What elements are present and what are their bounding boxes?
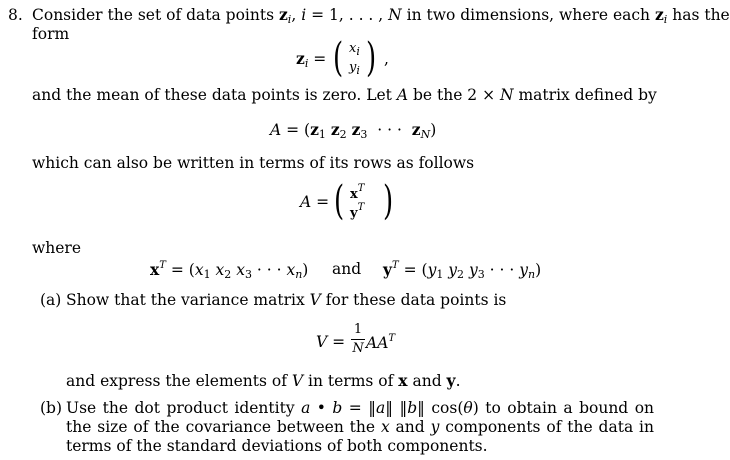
intro-line-1: Consider the set of data points $z_i$, i = 1, . . . , N in two dimensions, where each $z_i$ has the	[32, 5, 730, 26]
part-a-followup: and express the elements of V in terms of x and y.	[66, 371, 461, 390]
equation-xt: $x^T = (x_1$ $x_2$ $x_3$ · · · $x_n$)	[150, 260, 309, 281]
mean-statement: and the mean of these data points is zero. Let A be the 2 × N matrix defined by	[32, 86, 657, 104]
and-word: and	[332, 260, 362, 278]
part-b-text: Use the dot product identity a • b = ‖a‖ ‖b‖ cos(θ) to obtain a bound on the size of the covariance between the x and y components of the data in terms of the standard deviations of both components.	[66, 399, 655, 455]
intro-line-2: form	[32, 25, 70, 43]
where-label: where	[32, 239, 82, 257]
equation-yt: $y^T = (y_1$ $y_2$ $y_3$ · · · $y_n$)	[383, 260, 542, 281]
part-a-label: (a)	[40, 291, 62, 309]
rows-statement: which can also be written in terms of its rows as follows	[32, 154, 475, 172]
problem-number: 8.	[8, 6, 23, 24]
part-a-text: Show that the variance matrix V for these data points is	[66, 291, 507, 309]
part-b-label: (b)	[40, 399, 63, 417]
equation-matrix-a: $A = (z_1$ $z_2$ $z_3$ · · · $z_N$)	[270, 120, 437, 141]
